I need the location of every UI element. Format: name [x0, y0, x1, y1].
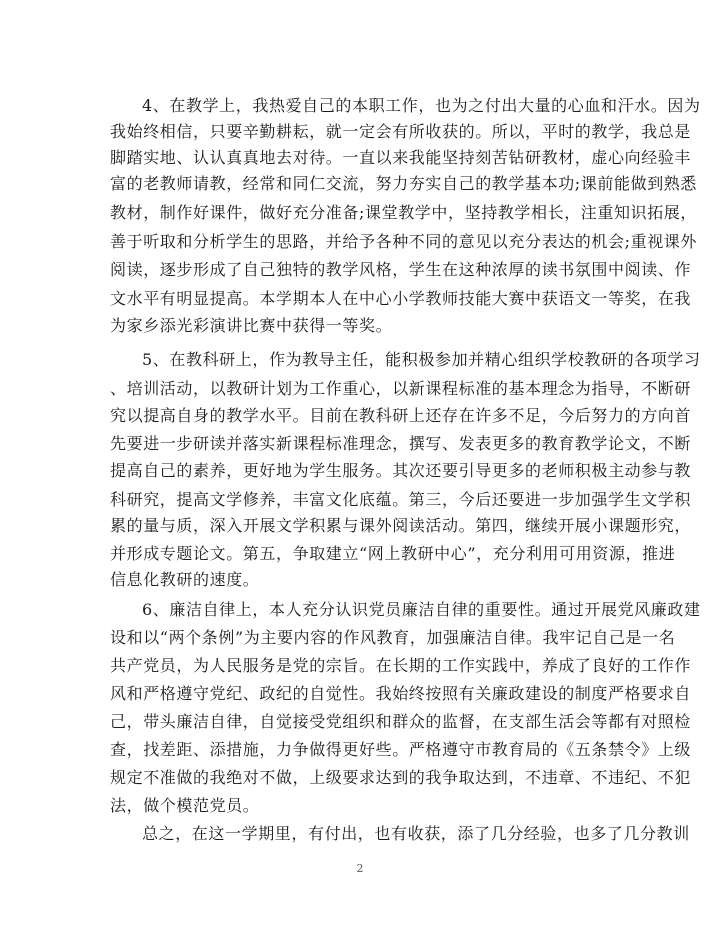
paragraph-5-line-2: 、培训活动，以教研计划为工作重心，以新课程标准的基本理念为指导，不断研 [110, 379, 692, 398]
paragraph-6-line-8: 法，做个模范党员。 [110, 796, 260, 815]
paragraph-5-line-4: 先要进一步研读并落实新课程标准理念，撰写、发表更多的教育教学论文，不断 [110, 434, 692, 453]
paragraph-5-line-6: 科研究，提高文学修养，丰富文化底蕴。第三，今后还要进一步加强学生文学积 [110, 490, 692, 509]
paragraph-6-line-6: 查，找差距、添措施，力争做得更好些。严格遵守市教育局的《五条禁令》上级 [110, 740, 692, 759]
paragraph-4-line-1: 4、在教学上，我热爱自己的本职工作，也为之付出大量的心血和汗水。因为 [142, 96, 701, 115]
paragraph-4-line-5: 教材，制作好课件，做好充分准备;课堂教学中，坚持教学相长，注重知识拓展， [110, 203, 697, 222]
page-number: 2 [356, 862, 364, 875]
paragraph-4-line-9: 为家乡添光彩演讲比赛中获得一等奖。 [110, 316, 393, 335]
paragraph-5-line-9: 信息化教研的速度。 [110, 570, 260, 589]
paragraph-6-line-1: 6、廉洁自律上，本人充分认识党员廉洁自律的重要性。通过开展党风廉政建 [142, 600, 701, 619]
paragraph-6-line-7: 规定不准做的我绝对不做，上级要求达到的我争取达到，不违章、不违纪、不犯 [110, 768, 692, 787]
summary-line-1: 总之，在这一学期里，有付出，也有收获，添了几分经验，也多了几分教训 [142, 824, 690, 843]
paragraph-6-line-4: 风和严格遵守党纪、政纪的自觉性。我始终按照有关廉政建设的制度严格要求自 [110, 684, 692, 703]
paragraph-4-line-2: 我始终相信，只要辛勤耕耘，就一定会有所收获的。所以，平时的教学，我总是 [110, 122, 692, 141]
paragraph-5-line-8: 并形成专题论文。第五，争取建立“网上教研中心”，充分利用可用资源，推进 [110, 544, 676, 563]
paragraph-6-line-3: 共产党员，为人民服务是党的宗旨。在长期的工作实践中，养成了良好的工作作 [110, 656, 692, 675]
paragraph-4-line-4: 富的老教师请教，经常和同仁交流，努力夯实自己的教学基本功;课前能做到熟悉 [110, 174, 697, 193]
paragraph-4-line-3: 脚踏实地、认认真真地去对待。一直以来我能坚持刻苦钻研教材，虚心向经验丰 [110, 148, 692, 167]
paragraph-5-line-3: 究以提高自身的教学水平。目前在教科研上还存在许多不足，今后努力的方向首 [110, 406, 692, 425]
paragraph-5-line-7: 累的量与质，深入开展文学积累与课外阅读活动。第四，继续开展小课题形究， [110, 516, 692, 535]
paragraph-4-line-7: 阅读，逐步形成了自己独特的教学风格，学生在这种浓厚的读书氛围中阅读、作 [110, 260, 692, 279]
paragraph-5-line-5: 提高自己的素养，更好地为学生服务。其次还要引导更多的老师积极主动参与教 [110, 461, 692, 480]
paragraph-4-line-8: 文水平有明显提高。本学期本人在中心小学教师技能大赛中获语文一等奖，在我 [110, 289, 692, 308]
paragraph-5-line-1: 5、在教科研上，作为教导主任，能积极参加并精心组织学校教研的各项学习 [142, 350, 701, 369]
paragraph-4-line-6: 善于听取和分析学生的思路，并给予各种不同的意见以充分表达的机会;重视课外 [110, 232, 697, 251]
paragraph-6-line-2: 设和以“两个条例”为主要内容的作风教育，加强廉洁自律。我牢记自己是一名 [110, 628, 676, 647]
paragraph-6-line-5: 己，带头廉洁自律，自觉接受党组织和群众的监督，在支部生活会等都有对照检 [110, 712, 692, 731]
